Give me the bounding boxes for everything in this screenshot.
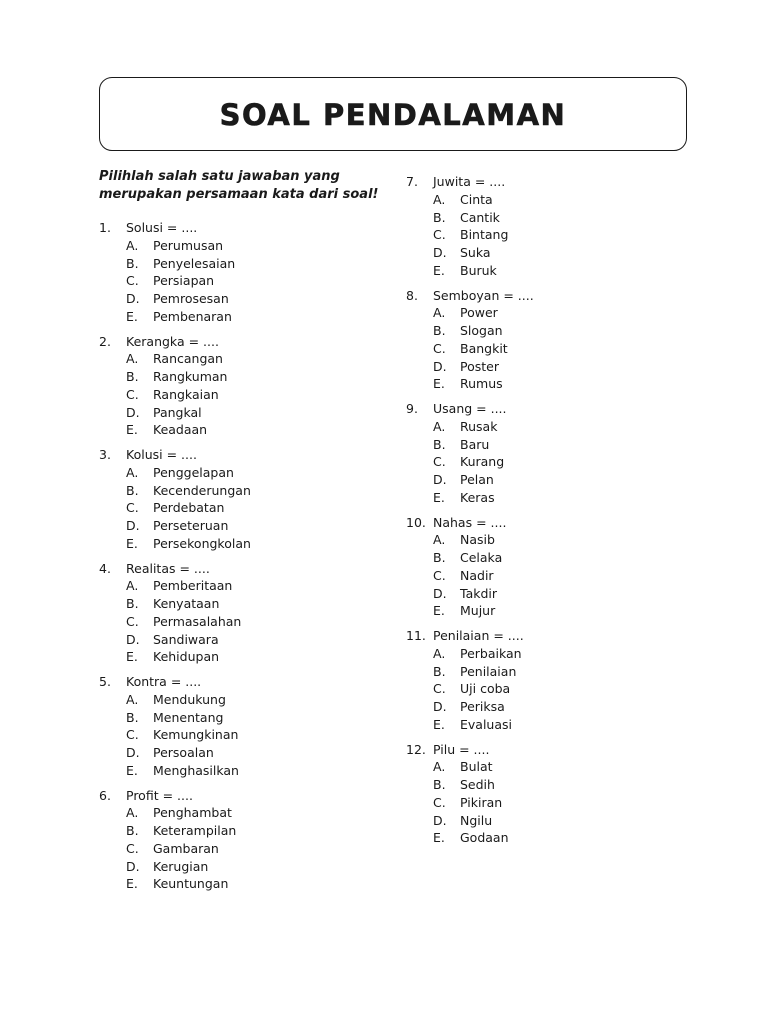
question-number: 3. bbox=[99, 447, 111, 462]
option-text: Slogan bbox=[460, 323, 503, 338]
option-text: Persoalan bbox=[153, 745, 214, 760]
option-text: Pelan bbox=[460, 472, 494, 487]
question-text: Realitas = .... bbox=[126, 560, 210, 576]
option-letter: D. bbox=[126, 631, 140, 647]
option-letter: A. bbox=[126, 237, 139, 253]
option-letter: D. bbox=[433, 472, 447, 487]
option-letter: A. bbox=[126, 578, 139, 594]
option-text: Uji coba bbox=[460, 681, 511, 697]
instruction-text: Pilihlah salah satu jawaban yang merupakan persamaan kata dari soal! bbox=[99, 169, 379, 202]
option-text: Kerugian bbox=[153, 858, 209, 874]
question-text: Juwita = .... bbox=[433, 174, 506, 189]
question-text: Kerangka = .... bbox=[126, 333, 219, 349]
option-letter: B. bbox=[126, 596, 139, 611]
option-text: Menentang bbox=[153, 709, 224, 725]
option-letter: E. bbox=[433, 376, 445, 392]
option-text: Evaluasi bbox=[460, 716, 512, 732]
option-text: Poster bbox=[460, 358, 499, 374]
option-letter: B. bbox=[126, 255, 139, 271]
question-number: 7. bbox=[406, 174, 418, 189]
question-text: Kolusi = .... bbox=[126, 447, 197, 462]
question-text: Nahas = .... bbox=[433, 514, 507, 530]
option-letter: B. bbox=[126, 482, 139, 498]
option-letter: A. bbox=[433, 645, 446, 661]
option-letter: B. bbox=[433, 436, 446, 452]
option-letter: C. bbox=[433, 454, 446, 470]
question-number: 6. bbox=[99, 787, 111, 803]
option-text: Pembenaran bbox=[153, 308, 232, 324]
option-letter: E. bbox=[126, 876, 138, 892]
question-number: 9. bbox=[406, 401, 418, 416]
option-text: Pangkal bbox=[153, 404, 202, 420]
option-text: Rancangan bbox=[153, 351, 223, 367]
option-text: Perdebatan bbox=[153, 500, 225, 516]
option-text: Penyelesaian bbox=[153, 255, 236, 271]
option-letter: B. bbox=[126, 823, 139, 838]
option-letter: D. bbox=[126, 858, 140, 874]
option-letter: C. bbox=[433, 340, 446, 356]
option-text: Keterampilan bbox=[153, 823, 237, 838]
option-letter: C. bbox=[433, 681, 446, 697]
option-text: Kemungkinan bbox=[153, 727, 239, 743]
question-number: 8. bbox=[406, 287, 418, 303]
option-text: Bintang bbox=[460, 227, 509, 243]
option-letter: B. bbox=[433, 209, 446, 225]
option-text: Sandiwara bbox=[153, 631, 219, 647]
option-text: Power bbox=[460, 305, 498, 321]
option-letter: E. bbox=[433, 830, 445, 846]
option-text: Kehidupan bbox=[153, 649, 220, 665]
question-number: 1. bbox=[99, 220, 111, 235]
question-number: 5. bbox=[99, 674, 111, 689]
option-text: Bangkit bbox=[460, 340, 508, 356]
option-text: Mujur bbox=[460, 603, 496, 619]
option-text: Keras bbox=[460, 489, 495, 505]
option-letter: A. bbox=[433, 759, 446, 775]
option-text: Sedih bbox=[460, 777, 495, 792]
option-letter: C. bbox=[126, 840, 139, 856]
option-text: Suka bbox=[460, 245, 491, 260]
option-letter: E. bbox=[433, 603, 445, 619]
option-letter: E. bbox=[126, 422, 138, 438]
option-text: Godaan bbox=[460, 830, 509, 846]
option-letter: C. bbox=[126, 500, 139, 516]
option-text: Perseteruan bbox=[153, 518, 229, 533]
option-letter: B. bbox=[433, 550, 446, 565]
option-letter: D. bbox=[126, 404, 140, 420]
title-box bbox=[99, 77, 687, 151]
option-letter: D. bbox=[126, 291, 140, 306]
option-letter: C. bbox=[126, 386, 139, 402]
option-text: Nadir bbox=[460, 567, 494, 583]
option-letter: E. bbox=[126, 535, 138, 551]
option-letter: D. bbox=[433, 585, 447, 601]
page-title: SOAL PENDALAMAN bbox=[219, 98, 567, 132]
option-text: Bulat bbox=[460, 759, 493, 775]
question-text: Pilu = .... bbox=[433, 741, 490, 757]
question-text: Semboyan = .... bbox=[433, 287, 534, 303]
question-number: 11. bbox=[406, 628, 426, 643]
option-text: Celaka bbox=[460, 550, 503, 565]
option-text: Periksa bbox=[460, 699, 505, 714]
option-text: Kecenderungan bbox=[153, 482, 251, 498]
option-letter: B. bbox=[126, 369, 139, 384]
question-number: 4. bbox=[99, 560, 111, 576]
option-text: Persiapan bbox=[153, 273, 215, 289]
option-letter: D. bbox=[433, 245, 447, 260]
option-letter: A. bbox=[433, 191, 446, 207]
option-letter: A. bbox=[433, 305, 446, 321]
option-text: Cantik bbox=[460, 209, 500, 225]
option-letter: B. bbox=[433, 777, 446, 792]
question-number: 2. bbox=[99, 333, 111, 349]
option-text: Pikiran bbox=[460, 794, 503, 810]
option-letter: E. bbox=[433, 489, 445, 505]
option-text: Keuntungan bbox=[153, 876, 229, 892]
option-text: Pemrosesan bbox=[153, 291, 229, 306]
question-text: Usang = .... bbox=[433, 401, 507, 416]
option-text: Rangkaian bbox=[153, 386, 219, 402]
option-text: Penilaian bbox=[460, 663, 517, 679]
option-letter: C. bbox=[433, 567, 446, 583]
question-text: Profit = .... bbox=[126, 787, 193, 803]
option-letter: A. bbox=[126, 691, 139, 707]
option-letter: E. bbox=[126, 762, 138, 778]
option-letter: C. bbox=[126, 613, 139, 629]
option-text: Baru bbox=[460, 436, 490, 452]
option-letter: D. bbox=[433, 699, 447, 714]
option-text: Pemberitaan bbox=[153, 578, 233, 594]
option-letter: C. bbox=[433, 794, 446, 810]
option-letter: E. bbox=[126, 649, 138, 665]
option-text: Cinta bbox=[460, 191, 493, 207]
option-text: Rusak bbox=[460, 418, 498, 434]
option-text: Kenyataan bbox=[153, 596, 220, 611]
option-letter: A. bbox=[433, 532, 446, 548]
option-letter: E. bbox=[433, 716, 445, 732]
question-text: Penilaian = .... bbox=[433, 628, 524, 643]
option-letter: A. bbox=[433, 418, 446, 434]
option-letter: B. bbox=[433, 663, 446, 679]
option-text: Nasib bbox=[460, 532, 495, 548]
option-letter: E. bbox=[433, 262, 445, 278]
option-text: Rangkuman bbox=[153, 369, 228, 384]
question-text: Kontra = .... bbox=[126, 674, 202, 689]
option-letter: E. bbox=[126, 308, 138, 324]
option-text: Rumus bbox=[460, 376, 503, 392]
option-letter: C. bbox=[433, 227, 446, 243]
option-text: Mendukung bbox=[153, 691, 226, 707]
option-letter: D. bbox=[126, 518, 140, 533]
option-letter: C. bbox=[126, 273, 139, 289]
option-text: Menghasilkan bbox=[153, 762, 239, 778]
option-text: Perbaikan bbox=[460, 645, 522, 661]
option-text: Permasalahan bbox=[153, 613, 242, 629]
option-letter: D. bbox=[433, 358, 447, 374]
option-text: Penghambat bbox=[153, 805, 232, 821]
option-text: Buruk bbox=[460, 262, 497, 278]
option-text: Ngilu bbox=[460, 812, 493, 828]
option-letter: A. bbox=[126, 464, 139, 480]
option-letter: D. bbox=[433, 812, 447, 828]
question-number: 12. bbox=[406, 741, 426, 757]
option-letter: B. bbox=[433, 323, 446, 338]
option-letter: D. bbox=[126, 745, 140, 760]
option-text: Keadaan bbox=[153, 422, 208, 438]
option-text: Gambaran bbox=[153, 840, 219, 856]
question-number: 10. bbox=[406, 514, 426, 530]
option-letter: A. bbox=[126, 351, 139, 367]
option-text: Persekongkolan bbox=[153, 535, 251, 551]
option-letter: B. bbox=[126, 709, 139, 725]
question-text: Solusi = .... bbox=[126, 220, 198, 235]
option-letter: C. bbox=[126, 727, 139, 743]
option-text: Kurang bbox=[460, 454, 505, 470]
option-letter: A. bbox=[126, 805, 139, 821]
option-text: Takdir bbox=[460, 585, 498, 601]
option-text: Penggelapan bbox=[153, 464, 234, 480]
option-text: Perumusan bbox=[153, 237, 224, 253]
